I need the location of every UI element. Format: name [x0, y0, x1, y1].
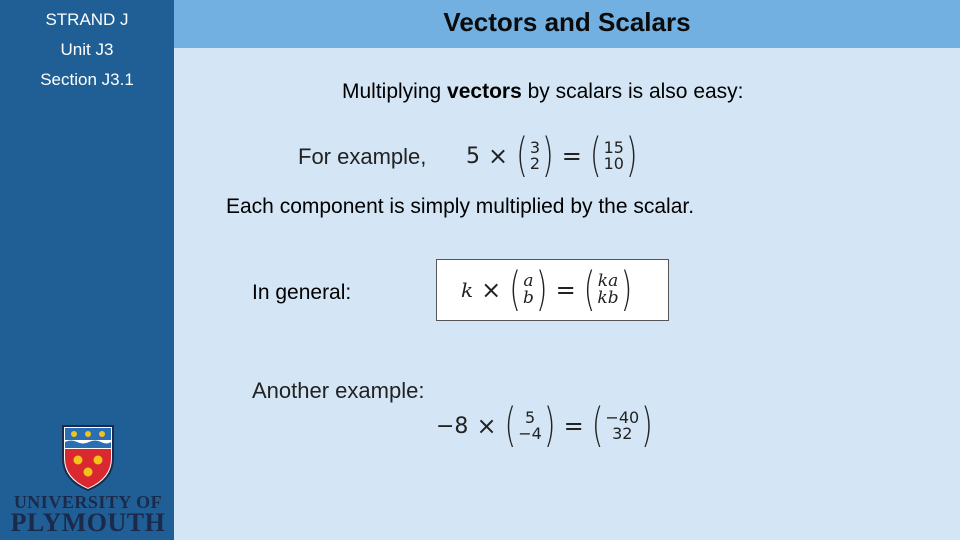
- unit-label: Unit J3: [60, 40, 114, 59]
- vector-component: 32: [612, 424, 633, 443]
- general-equation: [461, 262, 633, 318]
- left-paren: (: [591, 398, 604, 454]
- left-paren: (: [589, 128, 602, 184]
- left-paren: (: [509, 262, 521, 318]
- right-paren: ): [620, 262, 633, 318]
- page-title-text: Vectors and Scalars: [443, 7, 691, 37]
- intro-post: by scalars is also easy:: [521, 80, 744, 103]
- vector-component: −40: [605, 408, 640, 427]
- strand-label: STRAND J: [45, 10, 129, 29]
- intro-text: [342, 80, 744, 104]
- section-label: Section J3.1: [40, 70, 134, 89]
- university-logo: [8, 422, 168, 537]
- vector-component: −4: [518, 424, 542, 443]
- right-paren: ): [641, 398, 653, 454]
- right-paren: ): [542, 128, 554, 184]
- times-sign: ×: [476, 412, 497, 440]
- times-sign: ×: [481, 276, 502, 304]
- vector-component: a: [523, 271, 534, 291]
- vector-component: ka: [597, 271, 619, 291]
- university-crest-icon: [8, 422, 168, 492]
- equals-sign: =: [561, 142, 582, 170]
- equals-sign: =: [555, 276, 576, 304]
- page-title: [174, 7, 960, 38]
- example-label: For example,: [298, 144, 427, 169]
- right-paren: ): [535, 262, 548, 318]
- vector-component: 2: [529, 154, 541, 173]
- example-input-vector: [516, 128, 554, 184]
- title-bar: [174, 0, 960, 48]
- another-example-label: Another example:: [252, 378, 425, 403]
- general-output-vector: [583, 262, 633, 318]
- general-input-vector: [509, 262, 548, 318]
- another-scalar: −8: [436, 413, 469, 439]
- vector-component: 3: [529, 138, 541, 157]
- left-paren: (: [516, 128, 528, 184]
- vector-component: b: [522, 288, 534, 308]
- vector-component: kb: [597, 288, 619, 308]
- vector-component: 5: [524, 408, 536, 427]
- logo-line-university: UNIVERSITY OF: [13, 492, 163, 512]
- left-paren: (: [504, 398, 517, 454]
- equals-sign: =: [563, 412, 584, 440]
- example-output-vector: [589, 128, 638, 184]
- intro-bold: vectors: [447, 80, 522, 103]
- general-label: In general:: [252, 281, 352, 304]
- example-equation: [466, 128, 638, 184]
- sidebar: [0, 0, 174, 540]
- left-paren: (: [583, 262, 596, 318]
- right-paren: ): [625, 128, 638, 184]
- another-example-equation: [436, 398, 653, 454]
- vector-component: 10: [603, 154, 624, 173]
- intro-pre: Multiplying: [342, 80, 448, 103]
- general-scalar: k: [461, 278, 474, 302]
- general-formula-box: [436, 259, 669, 321]
- right-paren: ): [543, 398, 556, 454]
- example-scalar: 5: [466, 143, 480, 169]
- vector-component: 15: [603, 138, 624, 157]
- each-component-text: Each component is simply multiplied by the scalar.: [226, 195, 695, 218]
- another-input-vector: [504, 398, 556, 454]
- another-output-vector: [591, 398, 653, 454]
- times-sign: ×: [488, 142, 509, 170]
- logo-line-plymouth: PLYMOUTH: [10, 508, 166, 537]
